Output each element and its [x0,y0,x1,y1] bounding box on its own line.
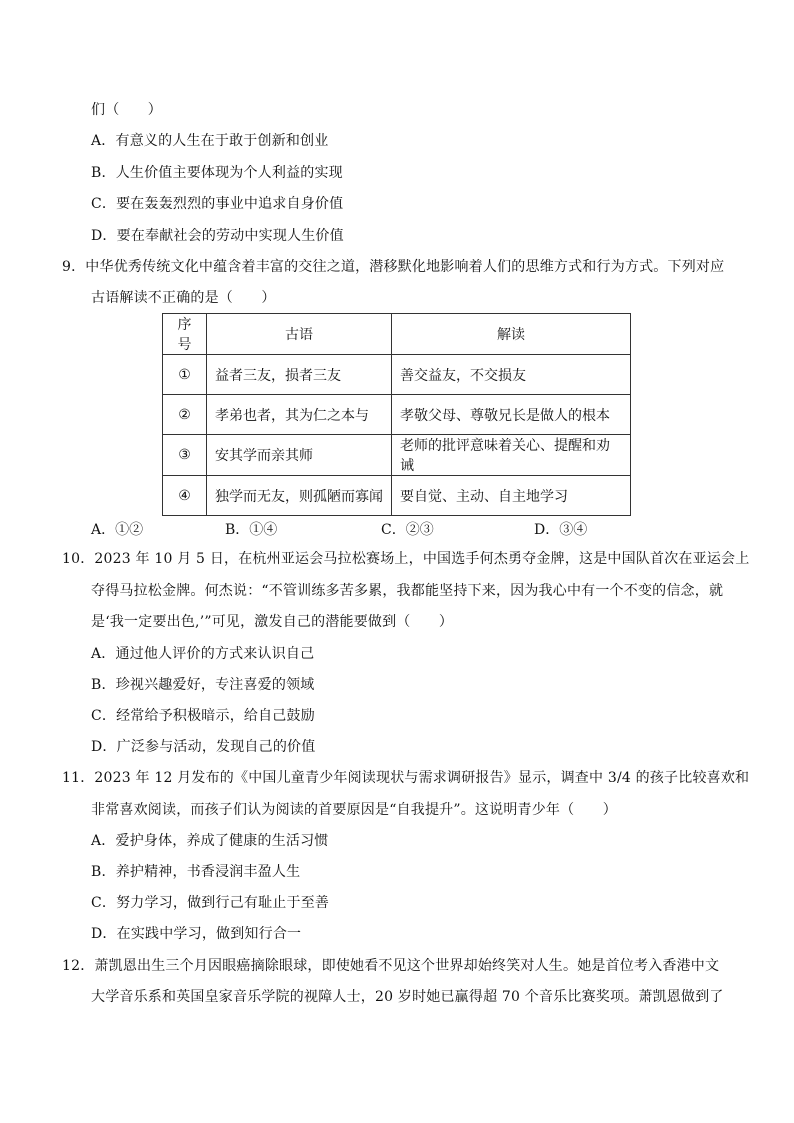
table-cell-saying: 孝弟也者，其为仁之本与 [207,395,392,435]
q9-option-c: C．②③ [381,522,434,538]
table-cell-interpretation: 要自觉、主动、自主地学习 [392,476,631,516]
q8-continuation: 们（ ） [91,102,162,118]
table-cell-interpretation: 老师的批评意味着关心、提醒和劝诫 [392,435,631,476]
q9-option-b: B．①④ [225,522,278,538]
q12-stem-line2: 大学音乐系和英国皇家音乐学院的视障人士，20 岁时她已赢得超 70 个音乐比赛奖项。萧凯恩做到了 [91,989,724,1005]
q12-stem-line1: 12．萧凯恩出生三个月因眼癌摘除眼球，即使她看不见这个世界却始终笑对人生。她是首位考入香港中文 [62,958,720,974]
table-header-row [163,314,631,355]
q10-option-b: B．珍视兴趣爱好，专注喜爱的领域 [91,677,315,693]
table-cell-interpretation: 孝敬父母、尊敬兄长是做人的根本 [392,395,631,435]
q11-option-a: A．爱护身体，养成了健康的生活习惯 [91,833,329,849]
q10-stem-line1: 10．2023 年 10 月 5 日，在杭州亚运会马拉松赛场上，中国选手何杰勇夺金牌，这是中国队首次在亚运会上 [62,551,750,567]
q8-option-b: B．人生价值主要体现为个人利益的实现 [91,165,343,181]
q10-option-a: A．通过他人评价的方式来认识自己 [91,646,315,662]
table-cell-number: ④ [163,476,207,516]
q10-option-d: D．广泛参与活动，发现自己的价值 [91,739,316,755]
q9-option-d: D．③④ [534,522,588,538]
q10-stem-line3: 是‘我一定要出色,’”可见，激发自己的潜能要做到（ ） [91,614,454,630]
table-cell-saying: 安其学而亲其师 [207,435,392,476]
q9-stem-line2: 古语解读不正确的是（ ） [91,290,276,306]
table-header-number: 序号 [163,314,207,355]
q11-option-b: B．养护精神，书香浸润丰盈人生 [91,864,301,880]
q8-option-c: C．要在轰轰烈烈的事业中追求自身价值 [91,196,344,212]
table-header-interpretation: 解读 [392,314,631,355]
table-row [163,355,631,395]
table-cell-number: ② [163,395,207,435]
q8-option-a: A．有意义的人生在于敢于创新和创业 [91,133,329,149]
table-cell-saying: 益者三友，损者三友 [207,355,392,395]
q10-option-c: C．经常给予积极暗示，给自己鼓励 [91,708,315,724]
q8-option-d: D．要在奉献社会的劳动中实现人生价值 [91,228,344,244]
table-row [163,435,631,476]
table-cell-number: ③ [163,435,207,476]
table-row [163,395,631,435]
q11-stem-line1: 11．2023 年 12 月发布的《中国儿童青少年阅读现状与需求调研报告》显示，调查中 3/4 的孩子比较喜欢和 [62,770,750,786]
q11-stem-line2: 非常喜欢阅读，而孩子们认为阅读的首要原因是“自我提升”。这说明青少年（ ） [91,802,617,818]
q10-stem-line2: 夺得马拉松金牌。何杰说：“不管训练多苦多累，我都能坚持下来，因为我心中有一个不变的信念，就 [91,583,724,599]
q11-option-d: D．在实践中学习，做到知行合一 [91,926,302,942]
table-cell-interpretation: 善交益友，不交损友 [392,355,631,395]
q9-option-a: A．①② [91,522,144,538]
table-row [163,476,631,516]
table-cell-number: ① [163,355,207,395]
table-header-saying: 古语 [207,314,392,355]
q11-option-c: C．努力学习，做到行己有耻止于至善 [91,895,330,911]
table-cell-saying: 独学而无友，则孤陋而寡闻 [207,476,392,516]
ancient-sayings-table [162,313,631,516]
q9-stem-line1: 9．中华优秀传统文化中蕴含着丰富的交往之道，潜移默化地影响着人们的思维方式和行为方式。下列对应 [62,259,725,275]
